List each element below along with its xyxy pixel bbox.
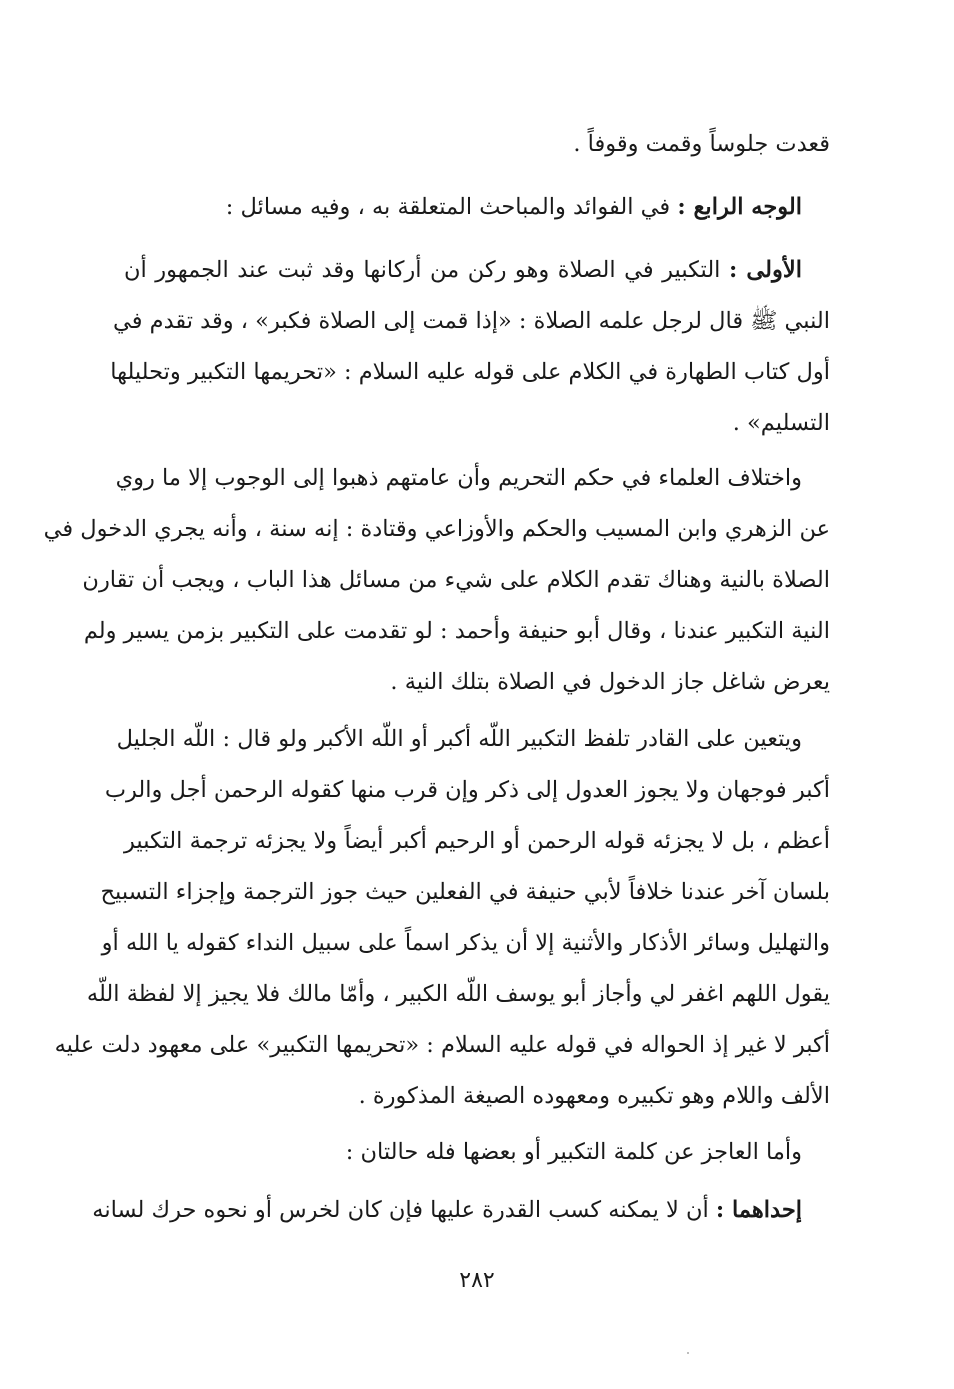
line-text: أعظم ، بل لا يجزئه قوله الرحمن أو الرحيم أكبر أيضاً ولا يجزئه ترجمة التكبير <box>124 828 830 854</box>
section-heading-line <box>124 196 830 219</box>
text-line-18 <box>54 1032 830 1058</box>
text-line-9 <box>82 567 830 593</box>
issue-label-case-one: إحداهما : <box>715 1197 802 1223</box>
text-line-20 <box>124 1141 830 1164</box>
issue-label-first: الأولى : <box>728 257 802 283</box>
text-line-6 <box>124 412 830 435</box>
text-line-12 <box>116 726 830 752</box>
line-text: الصلاة بالنية وهناك تقدم الكلام على شيء من مسائل هذا الباب ، ويجب أن تقارن <box>82 567 830 593</box>
text-line-10 <box>83 618 830 644</box>
line-text: النية التكبير عندنا ، وقال أبو حنيفة وأحمد : لو تقدمت على التكبير بزمن يسير ولم <box>83 618 830 644</box>
text-line-5 <box>110 359 830 385</box>
line-text: التسليم» . <box>732 410 830 436</box>
line-text: أكبر فوجهان ولا يجوز العدول إلى ذكر وإن قرب منها كقوله الرحمن أجل والرب <box>104 777 830 803</box>
text-line-21 <box>92 1197 830 1223</box>
line-text: النبي ﷺ قال لرجل علمه الصلاة : «إذا قمت إلى الصلاة فكبر» ، وقد تقدم في <box>112 308 830 334</box>
line-text: عن الزهري وابن المسيب والحكم والأوزاعي وقتادة : إنه سنة ، وأنه يجري الدخول في <box>43 516 830 542</box>
line-text: أن لا يمكنه كسب القدرة عليها فإن كان لخرس أو نحوه حرك لسانه <box>92 1197 716 1223</box>
text-line-1 <box>124 133 830 156</box>
line-text: أول كتاب الطهارة في الكلام على قوله عليه السلام : «تحريمها التكبير وتحليلها <box>110 359 830 385</box>
line-text: الألف واللام وهو تكبيره ومعهوده الصيغة المذكورة . <box>358 1083 830 1109</box>
line-text: قعدت جلوساً وقمت وقوفاً . <box>573 131 830 157</box>
text-line-15 <box>100 879 830 905</box>
scan-speck <box>687 1352 689 1354</box>
line-text: يعرض شاغل جاز الدخول في الصلاة بتلك النية . <box>390 669 830 695</box>
line-text: ويتعين على القادر تلفظ التكبير اللّه أكبر أو اللّه الأكبر ولو قال : اللّه الجليل <box>116 726 802 752</box>
text-line-8 <box>43 516 830 542</box>
text-line-11 <box>124 671 830 694</box>
text-line-17 <box>86 981 830 1007</box>
text-line-3 <box>124 259 830 282</box>
text-line-14 <box>124 830 830 853</box>
line-text: أكبر لا غير إذ الحواله في قوله عليه السلام : «تحريمها التكبير» على معهود دلت عليه <box>54 1032 830 1058</box>
line-text: بلسان آخر عندنا خلافاً لأبي حنيفة في الفعلين حيث جوز الترجمة وإجزاء التسبيح <box>100 879 830 905</box>
text-line-19 <box>124 1085 830 1108</box>
line-text: التكبير في الصلاة وهو ركن من أركانها وقد ثبت عند الجمهور أن <box>124 257 729 283</box>
text-line-7 <box>115 465 830 491</box>
line-text: في الفوائد والمباحث المتعلقة به ، وفيه مسائل : <box>225 194 678 220</box>
page-number: ٢٨٢ <box>459 1268 495 1293</box>
text-line-16 <box>101 930 830 956</box>
section-heading-label: الوجه الرابع : <box>677 194 802 220</box>
text-line-4 <box>112 308 830 334</box>
line-text: والتهليل وسائر الأذكار والأثنية إلا أن يذكر اسماً على سبيل النداء كقوله يا الله أو <box>101 930 830 956</box>
text-line-13 <box>104 777 830 803</box>
line-text: واختلاف العلماء في حكم التحريم وأن عامتهم ذهبوا إلى الوجوب إلا ما روي <box>115 465 802 491</box>
line-text: وأما العاجز عن كلمة التكبير أو بعضها فله حالتان : <box>345 1139 802 1165</box>
line-text: يقول اللهم اغفر لي وأجاز أبو يوسف اللّه الكبير ، وأمّا مالك فلا يجيز إلا لفظة اللّه <box>86 981 830 1007</box>
